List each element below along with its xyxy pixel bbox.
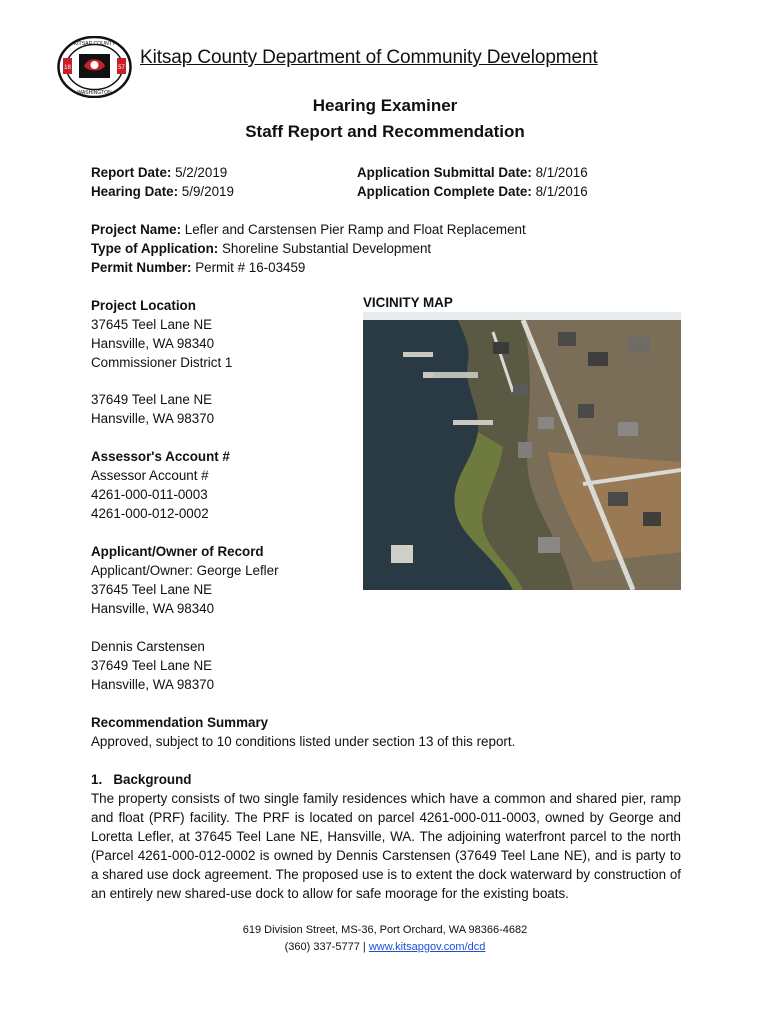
assessor-heading: Assessor's Account # [91, 449, 230, 464]
complete-date-value: 8/1/2016 [535, 184, 588, 199]
project-name-row [91, 220, 526, 239]
location2-city: Hansville, WA 98370 [91, 411, 215, 426]
footer-address: 619 Division Street, MS-36, Port Orchard, WA 98366-4682 [242, 924, 528, 936]
seal-left-number: 18 [64, 65, 71, 71]
permit-number-row [91, 258, 305, 277]
applicant-owner-2: Dennis Carstensen [91, 639, 205, 654]
county-seal-logo [57, 36, 132, 98]
vicinity-map-image [363, 312, 681, 590]
footer-separator: | [362, 941, 366, 953]
application-type-value: Shoreline Substantial Development [221, 241, 432, 256]
hearing-date-row [91, 182, 234, 201]
report-date-label: Report Date: [91, 165, 172, 180]
location1-street: 37645 Teel Lane NE [91, 317, 213, 332]
submittal-date-row [357, 163, 588, 182]
applicant-owner-1-street: 37645 Teel Lane NE [91, 582, 213, 597]
seal-top-text: KITSAP COUNTY [73, 41, 116, 47]
location2-street: 37649 Teel Lane NE [91, 392, 213, 407]
applicant-heading: Applicant/Owner of Record [91, 544, 264, 559]
assessor-account-2: 4261-000-012-0002 [91, 506, 209, 521]
report-title-line1: Hearing Examiner [312, 96, 458, 115]
location1-city: Hansville, WA 98340 [91, 336, 215, 351]
applicant-owner-1-city: Hansville, WA 98340 [91, 601, 215, 616]
report-title-line2: Staff Report and Recommendation [245, 122, 525, 141]
complete-date-label: Application Complete Date: [357, 184, 532, 199]
commissioner-district: Commissioner District 1 [91, 355, 233, 370]
assessor-account-1: 4261-000-011-0003 [91, 487, 208, 502]
application-type-row [91, 239, 431, 258]
project-location-heading: Project Location [91, 298, 196, 313]
seal-bottom-text: WASHINGTON [77, 90, 112, 96]
permit-number-value: Permit # 16-03459 [195, 260, 306, 275]
footer-phone: (360) 337-5777 [284, 941, 360, 953]
footer-contact [0, 939, 770, 956]
project-name-label: Project Name: [91, 222, 182, 237]
applicant-owner-2-street: 37649 Teel Lane NE [91, 658, 213, 673]
project-name-value: Lefler and Carstensen Pier Ramp and Float Replacement [184, 222, 526, 237]
complete-date-row [357, 182, 588, 201]
vicinity-map-heading: VICINITY MAP [363, 295, 453, 310]
assessor-label: Assessor Account # [91, 468, 209, 483]
applicant-owner-1: Applicant/Owner: George Lefler [91, 563, 279, 578]
recommendation-text: Approved, subject to 10 conditions listed under section 13 of this report. [91, 734, 516, 749]
footer-website-link[interactable]: www.kitsapgov.com/dcd [368, 941, 486, 953]
background-paragraph: The property consists of two single family residences which have a common and shared pier, ramp and float (PRF) facility. The PRF is located on parcel 4261-000-011-0003, owned by George and Loretta Lefler, at 37645 Teel Lane NE, Hansville, WA. The adjoining waterfront parcel to the north (Parcel 4261-000-012-0002 is owned by Dennis Carstensen (37649 Teel Lane NE), and is party to a shared use dock agreement. The proposed use is to extent the dock waterward by construction of an entirely new shared-use dock to allow for safe moorage for the existing boats. [91, 791, 681, 901]
submittal-date-label: Application Submittal Date: [357, 165, 532, 180]
report-date-value: 5/2/2019 [175, 165, 228, 180]
applicant-owner-2-city: Hansville, WA 98370 [91, 677, 215, 692]
hearing-date-label: Hearing Date: [91, 184, 179, 199]
seal-right-number: 57 [118, 65, 125, 71]
report-date-row [91, 163, 227, 182]
permit-number-label: Permit Number: [91, 260, 192, 275]
hearing-date-value: 5/9/2019 [181, 184, 234, 199]
application-type-label: Type of Application: [91, 241, 219, 256]
background-heading: 1. Background [91, 772, 192, 787]
submittal-date-value: 8/1/2016 [535, 165, 588, 180]
department-title: Kitsap County Department of Community Development [140, 47, 598, 68]
recommendation-heading: Recommendation Summary [91, 715, 269, 730]
